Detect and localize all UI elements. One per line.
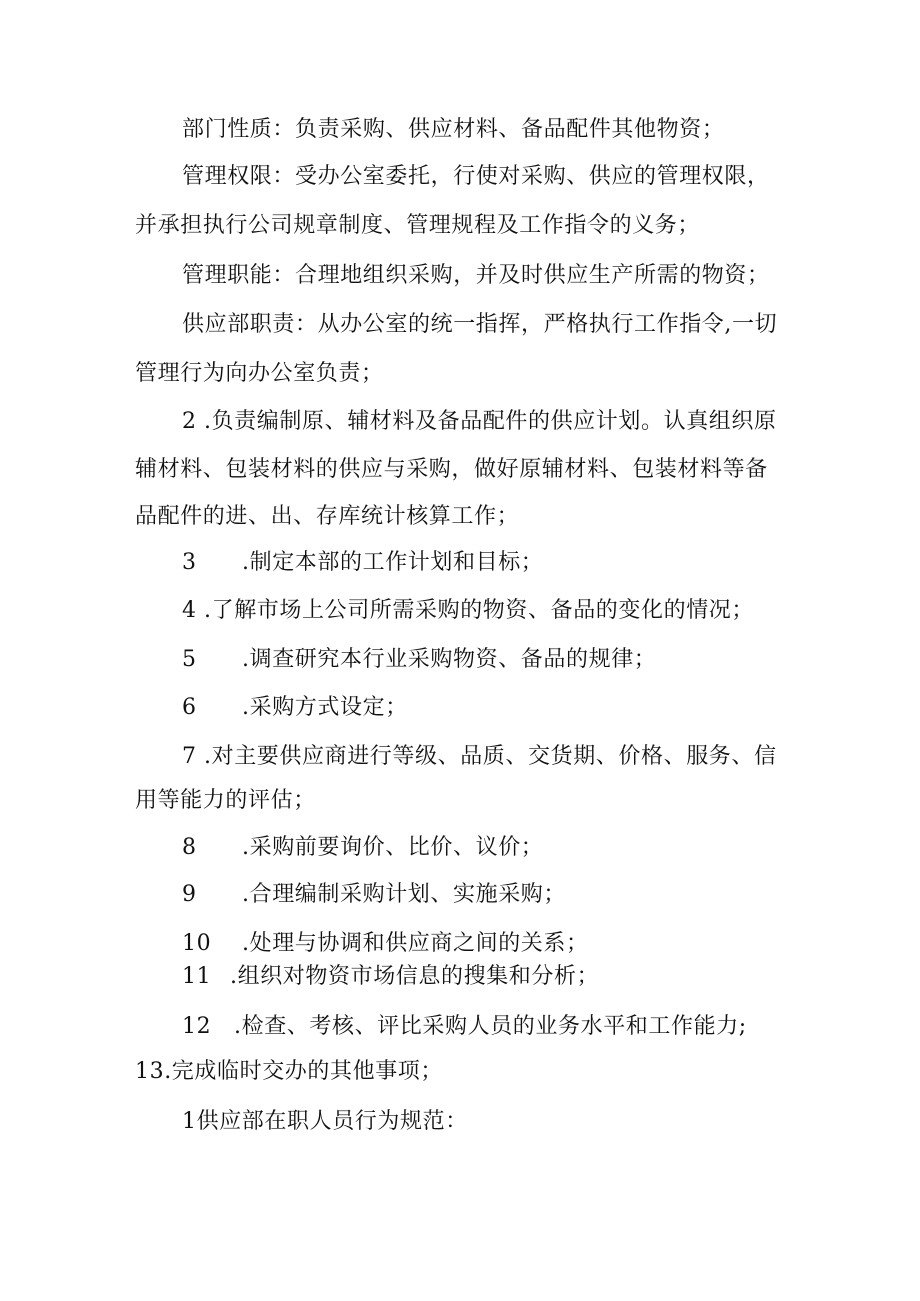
list-item-number: 12 (182, 1014, 212, 1039)
list-item-text: .负责编制原、辅材料及备品配件的供应计划。认真组织原 (204, 409, 777, 434)
list-item (182, 963, 599, 991)
list-item-number: 5 (182, 647, 197, 672)
management-function: 管理职能：合理地组织采购，并及时供应生产所需的物资； (182, 263, 770, 288)
list-item (182, 549, 543, 577)
list-item-text: .对主要供应商进行等级、品质、交货期、价格、服务、信 (204, 744, 777, 769)
list-item-continuation: 辅材料、包装材料的供应与采购，做好原辅材料、包装材料等备 (135, 457, 768, 482)
list-item-number: 4 (182, 598, 197, 623)
supply-duty-line-1: 供应部职责：从办公室的统一指挥，严格执行工作指令,一切 (182, 312, 778, 337)
list-item-number: 9 (182, 882, 197, 907)
list-item-number: 6 (182, 695, 197, 720)
supply-duty-line-2: 管理行为向办公室负责； (135, 361, 384, 386)
department-nature (182, 116, 724, 144)
list-item-number: 11 (182, 964, 212, 989)
list-item-text: .采购方式设定； (242, 695, 408, 720)
department-nature-text: 负责采购、供应材料、备品配件其他物资； (295, 117, 725, 142)
list-item-text: .检查、考核、评比采购人员的业务水平和工作能力; (234, 1014, 747, 1039)
list-item-text: .制定本部的工作计划和目标； (242, 550, 544, 575)
list-item (182, 694, 408, 722)
list-item (182, 646, 656, 674)
list-item-number: 10 (182, 931, 212, 956)
list-item (182, 597, 754, 625)
list-item-text: .处理与协调和供应商之间的关系； (242, 931, 589, 956)
list-item-number: 7 (182, 744, 197, 769)
list-item-text: .采购前要询价、比价、议价； (242, 835, 544, 860)
list-item (182, 408, 777, 436)
management-authority-line-1: 管理权限：受办公室委托，行使对采购、供应的管理权限， (182, 164, 770, 189)
management-authority-line-2: 并承担执行公司规章制度、管理规程及工作指令的义务； (135, 213, 701, 238)
list-item-number: 2 (182, 409, 197, 434)
list-item: 13.完成临时交办的其他事项； (135, 1059, 443, 1084)
list-item (182, 1013, 747, 1041)
list-item (182, 743, 777, 771)
department-nature-label: 部门性质： (182, 117, 296, 142)
list-item-number: 8 (182, 835, 197, 860)
list-item-text: .合理编制采购计划、实施采购； (242, 882, 566, 907)
list-item-text: .组织对物资市场信息的搜集和分析； (230, 964, 600, 989)
list-item-continuation: 品配件的进、出、存库统计核算工作； (135, 504, 520, 529)
list-item-continuation: 用等能力的评估； (135, 788, 316, 813)
list-item (182, 881, 566, 909)
list-item (182, 930, 589, 958)
conduct-heading: 1供应部在职人员行为规范： (182, 1109, 468, 1134)
list-item-number: 3 (182, 550, 197, 575)
list-item (182, 834, 543, 862)
list-item-text: .了解市场上公司所需采购的物资、备品的变化的情况； (204, 598, 754, 623)
list-item-text: .调查研究本行业采购物资、备品的规律； (242, 647, 657, 672)
